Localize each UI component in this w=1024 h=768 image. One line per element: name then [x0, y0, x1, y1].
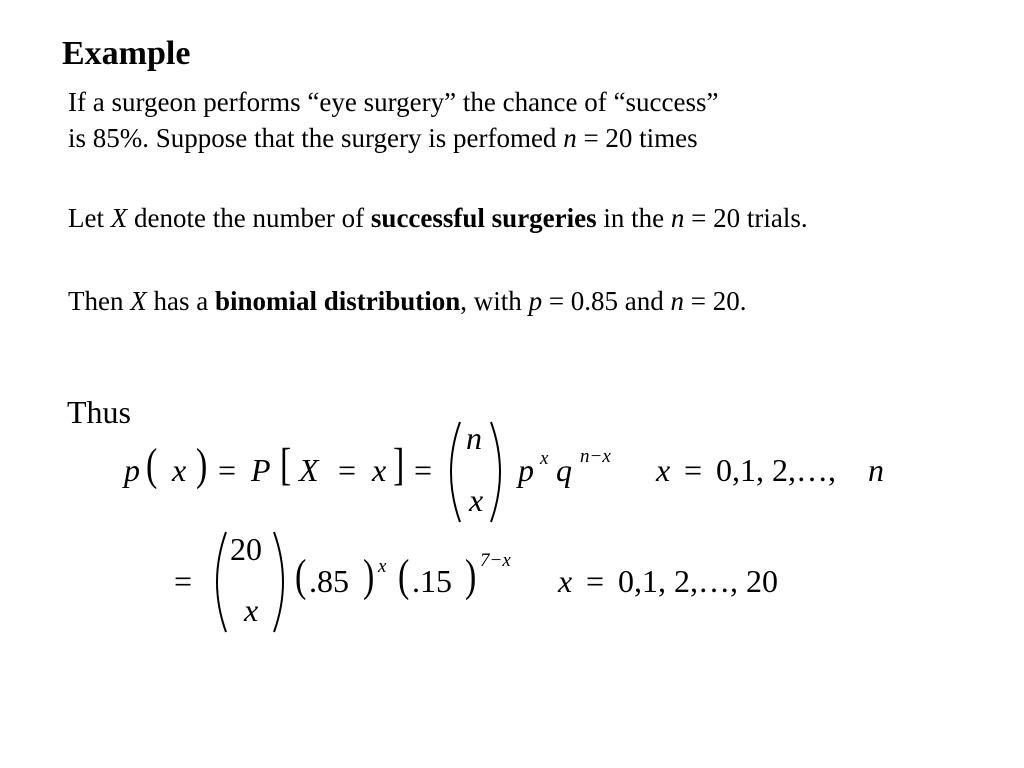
intro-paragraph [68, 84, 968, 156]
f1-q-exponent: n−x [580, 446, 611, 467]
f1-x-2: x [372, 452, 387, 488]
f2-range-values: 0,1, 2,…, 20 [618, 563, 778, 599]
definition-mid: denote the number of [127, 203, 371, 233]
f1-close-paren: ) [196, 440, 208, 491]
f1-binom-top: n [466, 420, 482, 456]
slide-title: Example [62, 35, 191, 72]
f2-open-paren-1: ( [295, 551, 307, 602]
definition-x-variable: X [110, 203, 128, 233]
intro-line-1: If a surgeon performs “eye surgery” the chance of “success” [68, 87, 719, 117]
f1-x: x [172, 452, 187, 488]
distribution-p-variable: p [528, 286, 543, 316]
f1-P: P [251, 452, 271, 488]
distribution-suffix: = 20. [684, 286, 747, 316]
f1-binom-right-paren [487, 420, 511, 524]
f2-range-x: x [558, 563, 573, 599]
f1-p-exponent: x [540, 448, 549, 469]
distribution-n-variable: n [670, 286, 685, 316]
f1-range-equals: = [684, 452, 703, 488]
f2-exponent-2: 7−x [480, 550, 511, 571]
f2-binom-bottom: x [244, 592, 259, 628]
f1-p-2: p [518, 452, 534, 488]
f2-binom-right-paren [270, 530, 294, 634]
definition-paragraph [68, 200, 908, 236]
f1-X: X [299, 452, 319, 488]
f2-close-paren-2: ) [465, 551, 477, 602]
distribution-x-variable: X [130, 286, 147, 316]
definition-after: in the [596, 203, 671, 233]
f2-equals: = [174, 563, 193, 599]
f1-equals-3: = [414, 452, 433, 488]
distribution-prefix: Then [68, 286, 131, 316]
f1-equals-2: = [338, 452, 357, 488]
intro-n-variable: n [563, 123, 577, 153]
f2-range-equals: = [586, 563, 605, 599]
f2-binom-left-paren [206, 530, 230, 634]
definition-prefix: Let [68, 203, 111, 233]
intro-line-2-prefix: is 85%. Suppose that the surgery is perfomed [68, 123, 564, 153]
f1-p: p [124, 452, 140, 488]
definition-bold-term: successful surgeries [370, 203, 597, 233]
f1-close-bracket: ] [393, 440, 405, 491]
f2-close-paren-1: ) [363, 551, 375, 602]
intro-line-2-suffix: = 20 times [576, 123, 698, 153]
f1-equals-1: = [218, 452, 237, 488]
distribution-paragraph [68, 283, 908, 319]
f2-base-1: .85 [309, 563, 349, 599]
f1-range-values: 0,1, 2,…, [716, 452, 836, 488]
f1-binom-left-paren [440, 420, 464, 524]
f2-exponent-1: x [378, 556, 387, 577]
distribution-mid: has a [146, 286, 215, 316]
distribution-bold-term: binomial distribution [214, 286, 461, 316]
f1-open-bracket: [ [280, 440, 292, 491]
distribution-after: , with [460, 286, 529, 316]
definition-n-variable: n [670, 203, 685, 233]
definition-suffix: = 20 trials. [684, 203, 808, 233]
f1-q: q [556, 452, 572, 488]
f2-binom-top: 20 [230, 531, 262, 567]
f1-range-n: n [868, 452, 884, 488]
f1-range-x: x [656, 452, 671, 488]
f2-base-2: .15 [412, 563, 452, 599]
thus-label: Thus [67, 394, 131, 430]
f1-binom-bottom: x [469, 482, 484, 518]
f1-open-paren: ( [146, 440, 158, 491]
f2-open-paren-2: ( [398, 551, 410, 602]
distribution-p-value: = 0.85 and [542, 286, 671, 316]
